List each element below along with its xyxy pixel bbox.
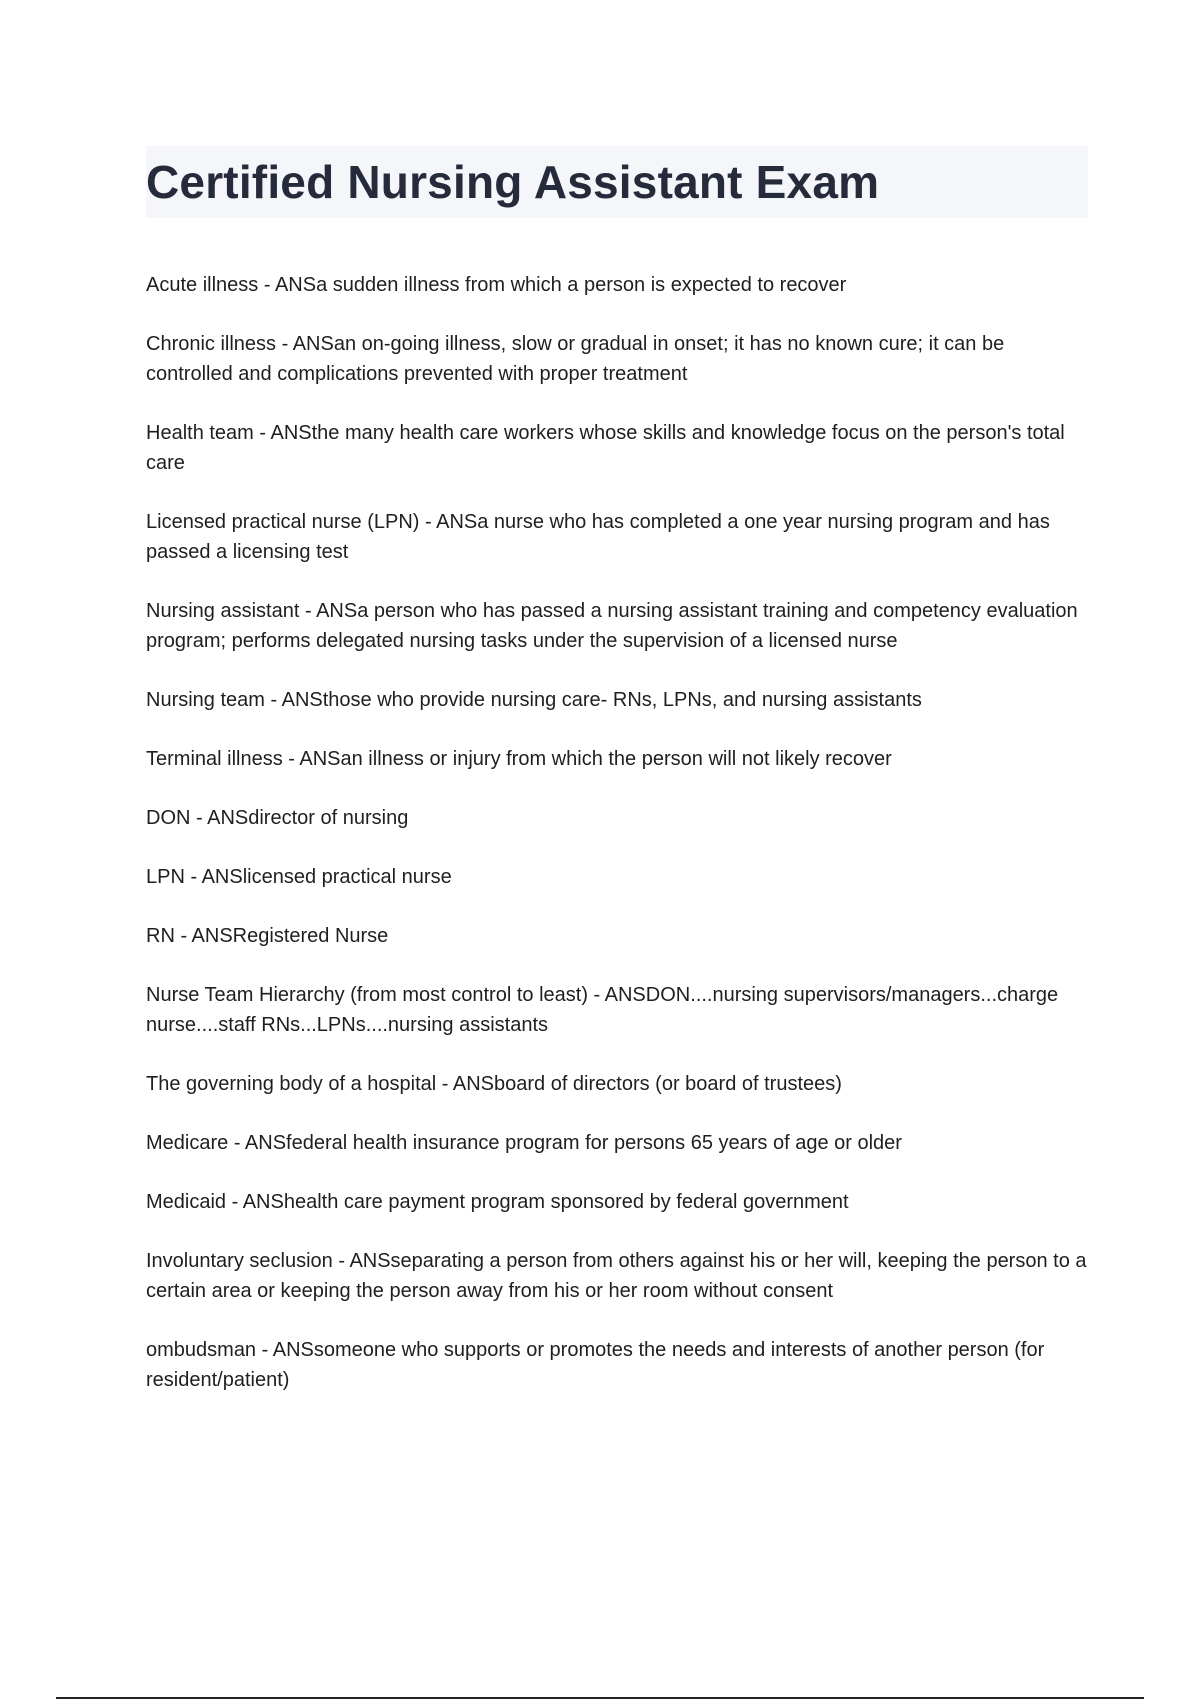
flashcard-entry: Medicare - ANSfederal health insurance program for persons 65 years of age or older [146, 1132, 902, 1154]
footer-divider [56, 1697, 1144, 1699]
flashcard-entry: Nursing team - ANSthose who provide nursing care- RNs, LPNs, and nursing assistants [146, 689, 922, 711]
flashcard-list [146, 270, 1091, 1424]
flashcard-entry: Terminal illness - ANSan illness or injury from which the person will not likely recover [146, 748, 892, 770]
flashcard-entry: RN - ANSRegistered Nurse [146, 925, 389, 947]
flashcard-entry: Medicaid - ANShealth care payment program sponsored by federal government [146, 1191, 849, 1213]
flashcard-entry: Involuntary seclusion - ANSseparating a person from others against his or her will, keeping the person to a certain area or keeping the person away from his or her room without consent [146, 1250, 1087, 1302]
flashcard-entry: Nurse Team Hierarchy (from most control to least) - ANSDON....nursing supervisors/managers...charge nurse....staff RNs...LPNs....nursing assistants [146, 984, 1059, 1036]
flashcard-entry: Health team - ANSthe many health care workers whose skills and knowledge focus on the person's total care [146, 422, 1065, 474]
flashcard-entry: Acute illness - ANSa sudden illness from which a person is expected to recover [146, 274, 847, 296]
flashcard-entry: ombudsman - ANSsomeone who supports or promotes the needs and interests of another person (for resident/patient) [146, 1339, 1045, 1391]
flashcard-entry: Nursing assistant - ANSa person who has passed a nursing assistant training and competency evaluation program; performs delegated nursing tasks under the supervision of a licensed nurse [146, 600, 1078, 652]
flashcard-entry: Licensed practical nurse (LPN) - ANSa nurse who has completed a one year nursing program and has passed a licensing test [146, 511, 1050, 563]
page-title: Certified Nursing Assistant Exam [146, 156, 880, 208]
flashcard-entry: LPN - ANSlicensed practical nurse [146, 866, 452, 888]
flashcard-entry: DON - ANSdirector of nursing [146, 807, 409, 829]
flashcard-entry: Chronic illness - ANSan on-going illness, slow or gradual in onset; it has no known cure; it can be controlled and complications prevented with proper treatment [146, 333, 1005, 385]
flashcard-entry: The governing body of a hospital - ANSboard of directors (or board of trustees) [146, 1073, 842, 1095]
